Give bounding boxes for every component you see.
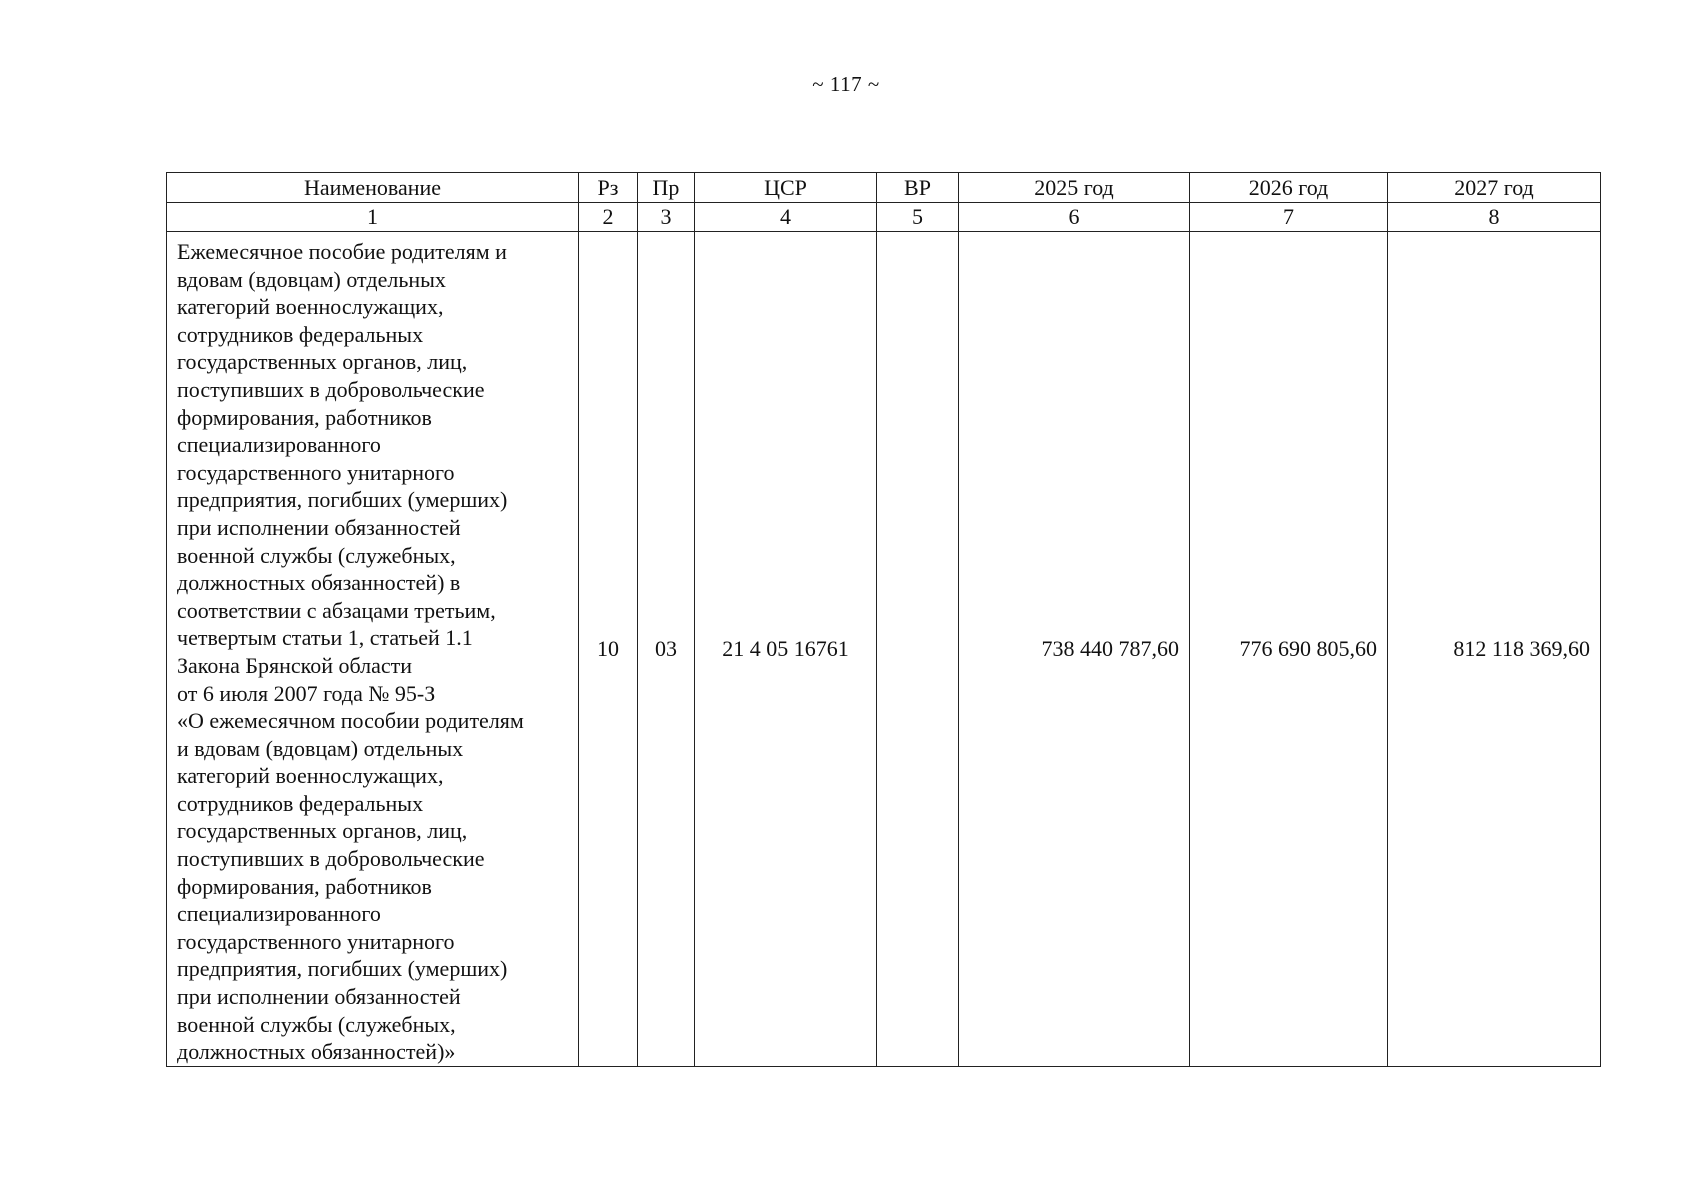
column-number: 8 — [1388, 203, 1601, 232]
header-pr: Пр — [638, 173, 695, 203]
row-pr-cell: 03 — [638, 232, 695, 1067]
row-name-cell: Ежемесячное пособие родителям и вдовам (вдовцам) отдельных категорий военнослужащих, сотрудников федеральных государственных органов, лиц, поступивших в добровольческие формирования, работников специализированного государственного унитарного предприятия, погибших (умерших) при исполнении обязанностей военной службы (служебных, должностных обязанностей) в соответствии с абзацами третьим, четвертым статьи 1, статьей 1.1 Закона Брянской области от 6 июля 2007 года № 95-З «О ежемесячном пособии родителям и вдовам (вдовцам) отдельных категорий военнослужащих, сотрудников федеральных государственных органов, лиц, поступивших в добровольческие формирования, работников специализированного государственного унитарного предприятия, погибших (умерших) при исполнении обязанностей военной службы (служебных, должностных обязанностей)» — [167, 232, 579, 1067]
page-number: ~ 117 ~ — [812, 72, 880, 96]
row-amount-2027-cell: 812 118 369,60 — [1388, 232, 1601, 1067]
row-amount-2025-cell: 738 440 787,60 — [959, 232, 1190, 1067]
header-name: Наименование — [167, 173, 579, 203]
budget-table — [166, 172, 1601, 1067]
row-csr-cell: 21 4 05 16761 — [695, 232, 877, 1067]
header-year-2027: 2027 год — [1388, 173, 1601, 203]
header-row — [167, 173, 1601, 203]
column-number: 5 — [877, 203, 959, 232]
column-number: 1 — [167, 203, 579, 232]
column-number-row — [167, 203, 1601, 232]
header-year-2026: 2026 год — [1190, 173, 1388, 203]
column-number: 3 — [638, 203, 695, 232]
column-number: 2 — [579, 203, 638, 232]
column-number: 7 — [1190, 203, 1388, 232]
header-csr: ЦСР — [695, 173, 877, 203]
header-vr: ВР — [877, 173, 959, 203]
table-row — [167, 232, 1601, 1067]
column-number: 4 — [695, 203, 877, 232]
header-rz: Рз — [579, 173, 638, 203]
row-amount-2026-cell: 776 690 805,60 — [1190, 232, 1388, 1067]
row-vr-cell — [877, 232, 959, 1067]
row-rz-cell: 10 — [579, 232, 638, 1067]
header-year-2025: 2025 год — [959, 173, 1190, 203]
column-number: 6 — [959, 203, 1190, 232]
